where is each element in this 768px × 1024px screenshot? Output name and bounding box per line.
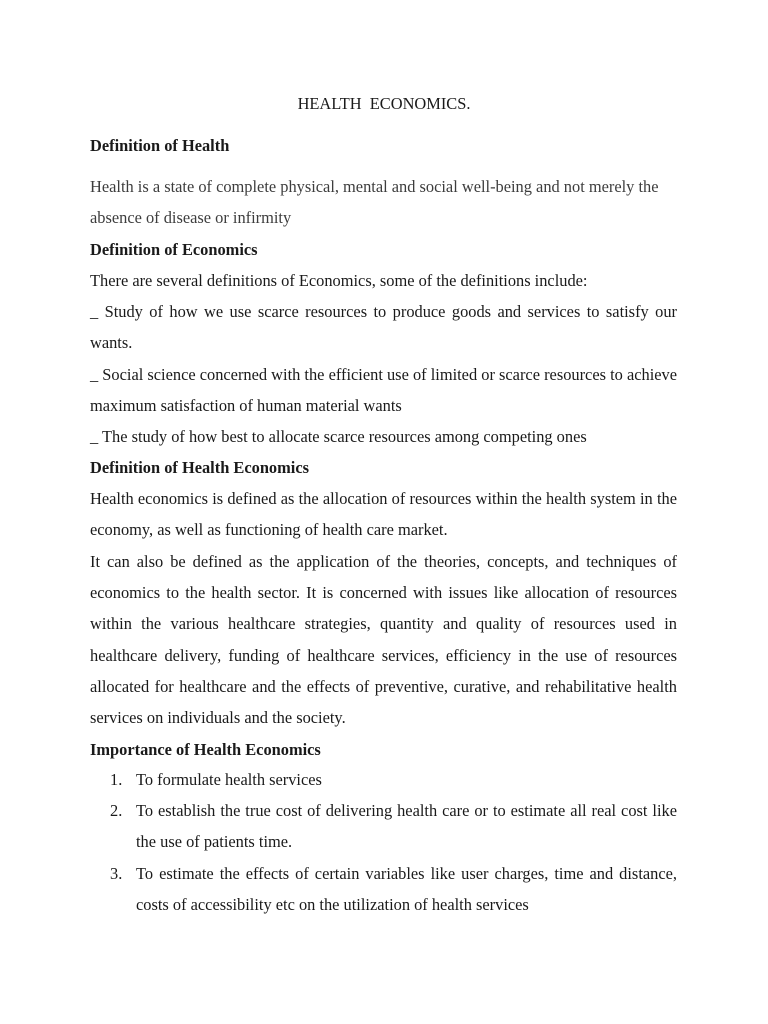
economics-definition-item-1: _ Study of how we use scarce resources to produce goods and services to satisfy our wants. <box>90 302 677 353</box>
list-item-text: To establish the true cost of delivering health care or to estimate all real cost like the use of patients time. <box>136 801 677 852</box>
list-item-number: 3. <box>110 863 123 883</box>
list-item-number: 1. <box>110 770 123 789</box>
economics-definition-item-2: _ Social science concerned with the efficient use of limited or scarce resources to achieve maximum satisfaction of human material wants <box>90 365 677 416</box>
list-item-number: 2. <box>110 801 123 821</box>
health-economics-paragraph-2: It can also be defined as the application of the theories, concepts, and techniques of economics to the health sector. It is concerned with issues like allocation of resources within the various healthcare strategies, quantity and quality of resources used in healthcare delivery, funding of healthcare services, efficiency in the use of resources allocated for healthcare and the effects of preventive, curative, and rehabilitative health services on individuals and the society. <box>90 552 677 728</box>
health-economics-paragraph-1: Health economics is defined as the allocation of resources within the health system in the economy, as well as functioning of health care market. <box>90 489 677 540</box>
economics-intro-text: There are several definitions of Economics, some of the definitions include: <box>90 271 588 290</box>
list-item-text: To estimate the effects of certain variables like user charges, time and distance, costs of accessibility etc on the utilization of health services <box>136 863 677 914</box>
list-item <box>110 764 677 795</box>
economics-definition-item-3: _ The study of how best to allocate scarce resources among competing ones <box>90 427 587 446</box>
list-item <box>110 858 677 920</box>
health-definition-text: Health is a state of complete physical, mental and social well-being and not merely the absence of disease or infirmity <box>90 177 659 228</box>
heading-definition-of-health: Definition of Health <box>90 136 230 155</box>
heading-definition-of-health-economics: Definition of Health Economics <box>90 458 309 477</box>
list-item-text: To formulate health services <box>136 770 322 789</box>
document-title: HEALTH ECONOMICS. <box>297 94 471 113</box>
heading-importance-of-health-economics: Importance of Health Economics <box>90 740 321 759</box>
heading-definition-of-economics: Definition of Economics <box>90 240 258 259</box>
importance-list <box>0 764 768 920</box>
list-item <box>110 795 677 857</box>
